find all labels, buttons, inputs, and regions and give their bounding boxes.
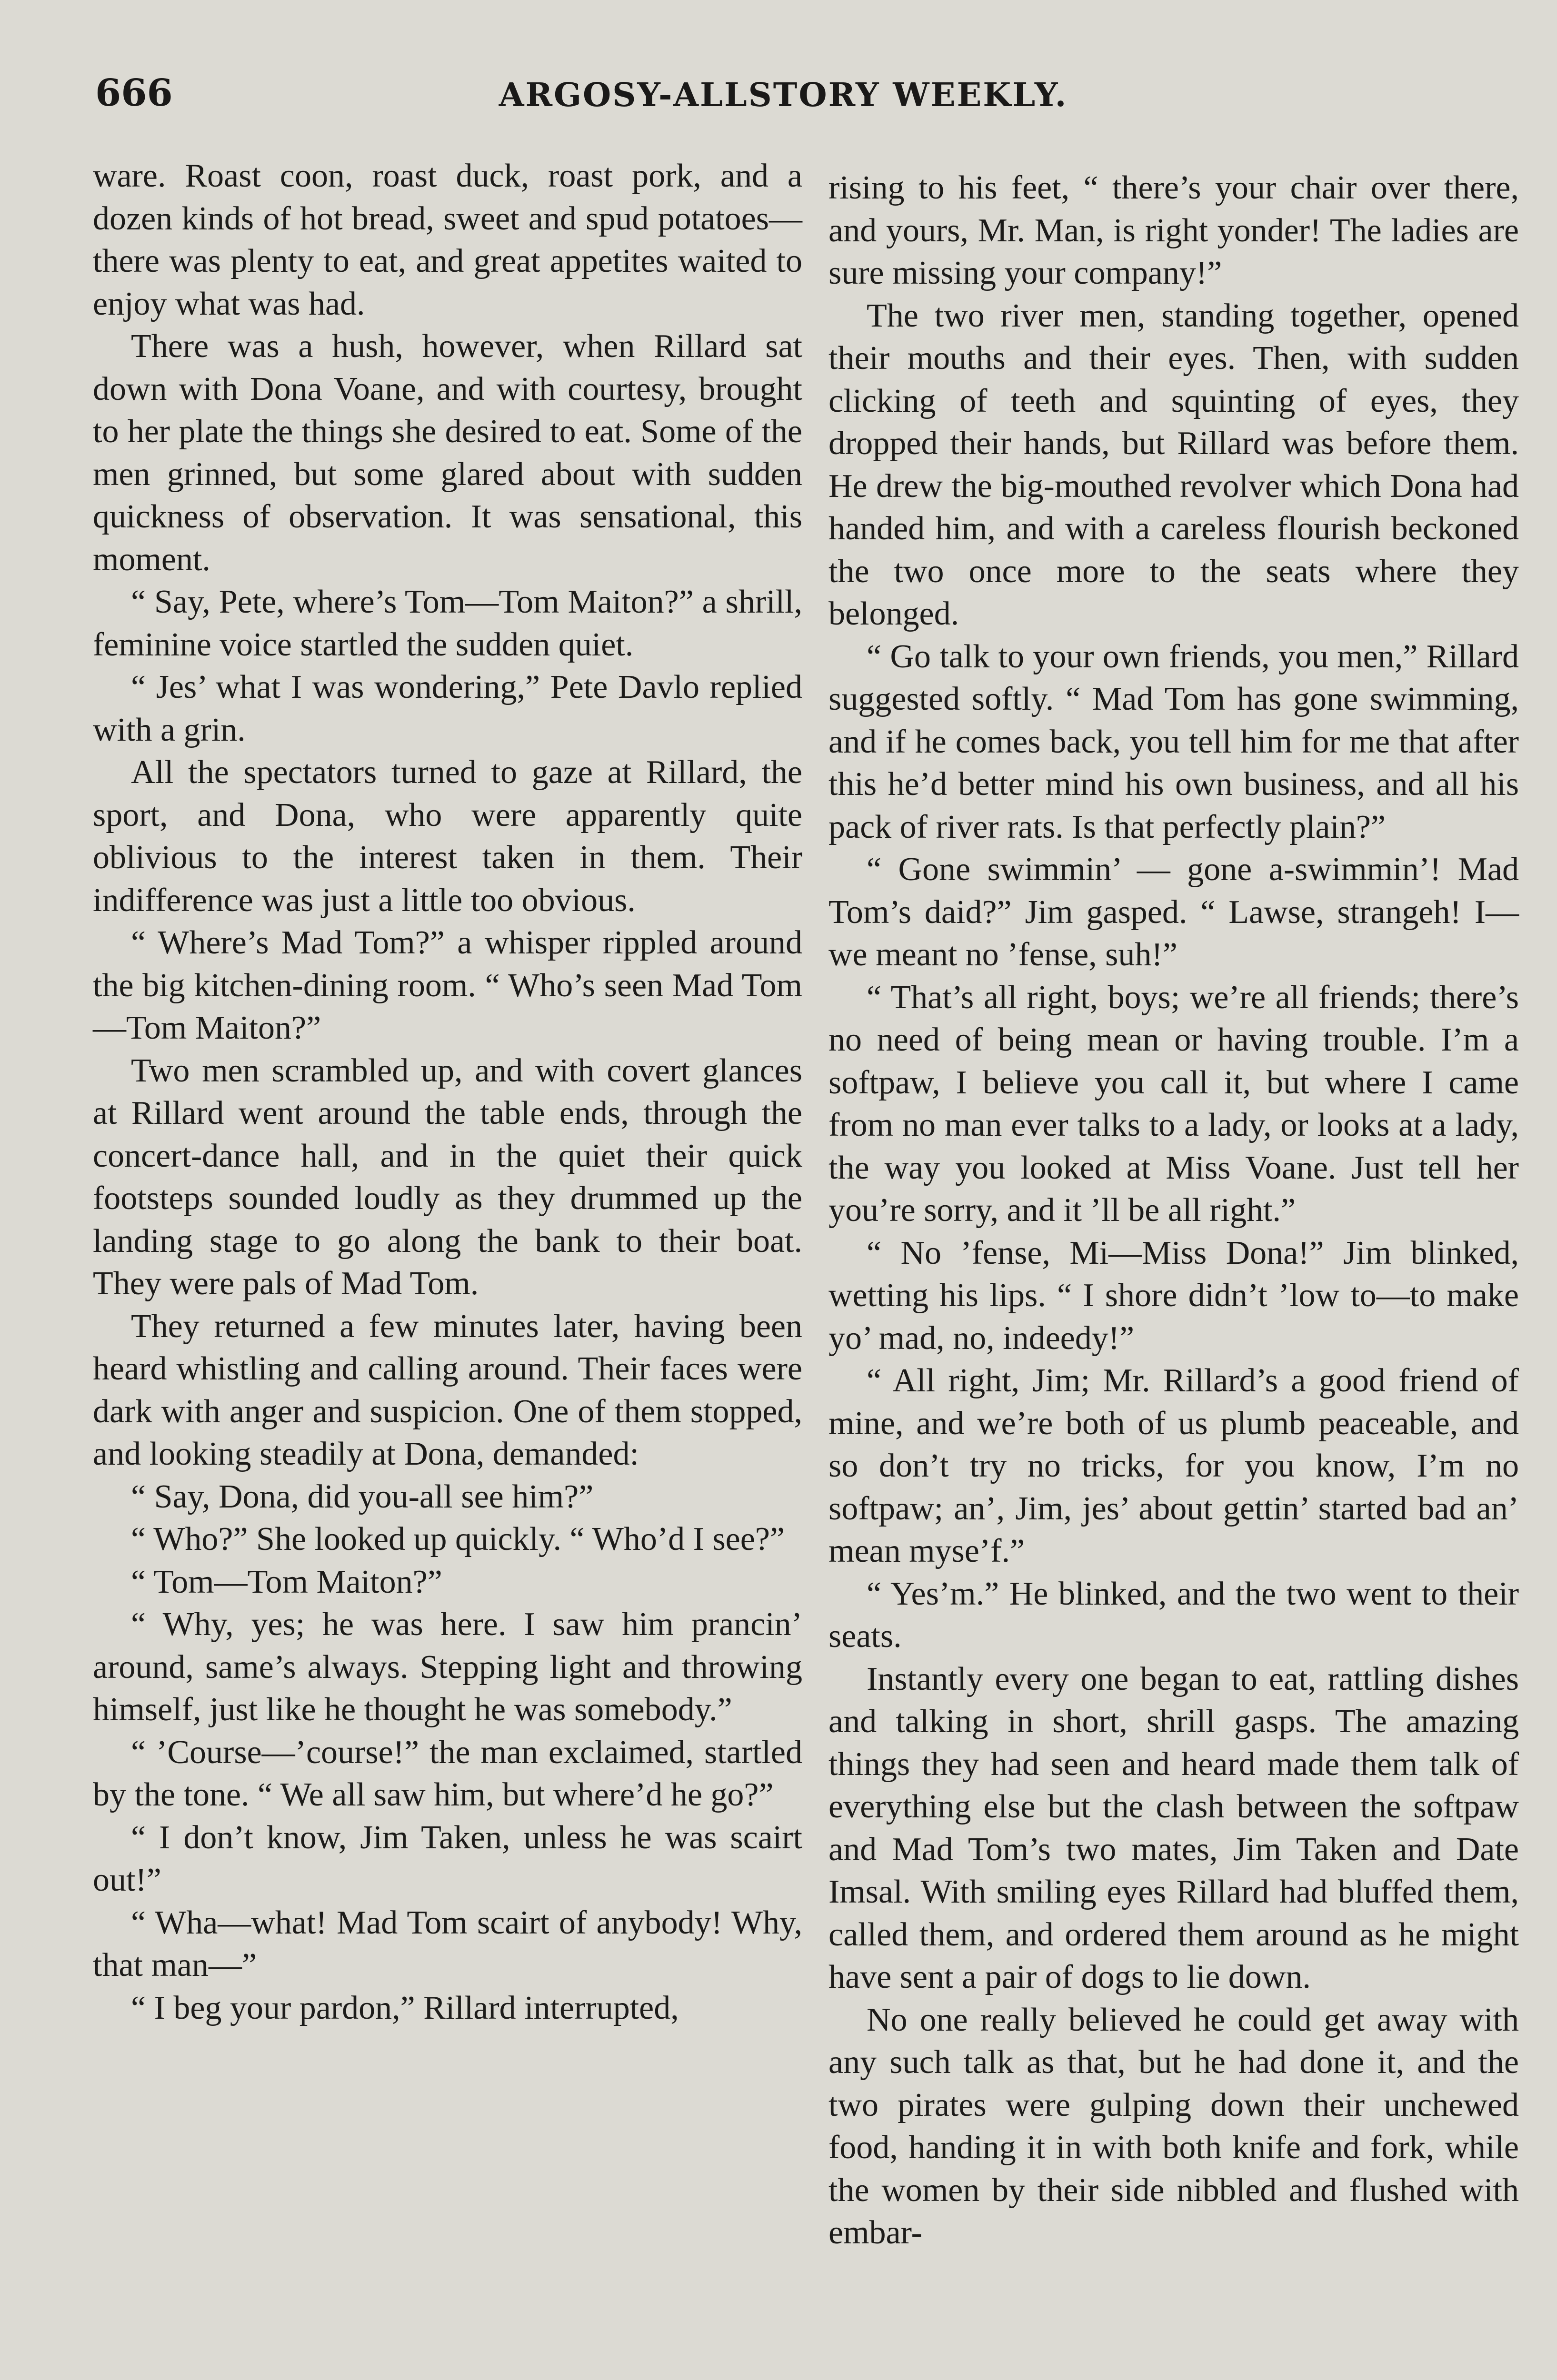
left-column — [93, 155, 802, 2029]
page-number: 666 — [95, 71, 173, 115]
paragraph: “ Say, Dona, did you-all see him?” — [131, 1478, 594, 1515]
paragraph: “ Gone swimmin’ — gone a-swimmin’! Mad Tom’s daid?” Jim gasped. “ Lawse, strangeh! I—we meant no ’fense, suh!” — [828, 851, 1519, 973]
paragraph: “ Say, Pete, where’s Tom—Tom Maiton?” a shrill, feminine voice startled the sudden quiet. — [93, 584, 802, 663]
paragraph: They returned a few minutes later, having been heard whistling and calling around. Their faces were dark with anger and suspicion. One of them stopped, and looking steadily at Dona, demanded: — [93, 1308, 802, 1472]
paragraph: ware. Roast coon, roast duck, roast pork, and a dozen kinds of hot bread, sweet and spud potatoes—there was plenty to eat, and great appetites waited to enjoy what was had. — [93, 158, 802, 322]
paragraph: “ Tom—Tom Maiton?” — [131, 1563, 442, 1600]
paragraph: “ Where’s Mad Tom?” a whisper rippled around the big kitchen-dining room. “ Who’s seen Mad Tom—Tom Maiton?” — [93, 924, 802, 1046]
paragraph: “ No ’fense, Mi—Miss Dona!” Jim blinked, wetting his lips. “ I shore didn’t ’low to—to make yo’ mad, no, indeedy!” — [828, 1234, 1519, 1357]
paragraph: rising to his feet, “ there’s your chair over there, and yours, Mr. Man, is right yonder! The ladies are sure missing your company!” — [828, 169, 1519, 291]
paragraph: Instantly every one began to eat, rattling dishes and talking in short, shrill gasps. The amazing things they had seen and heard made them talk of everything else but the clash between the softpaw and Mad Tom’s two mates, Jim Taken and Date Imsal. With smiling eyes Rillard had bluffed them, called them, and ordered them around as he might have sent a pair of dogs to lie down. — [828, 1660, 1519, 1995]
paragraph: “ I don’t know, Jim Taken, unless he was scairt out!” — [93, 1819, 802, 1898]
running-head: ARGOSY-ALLSTORY WEEKLY. — [499, 76, 1068, 114]
page-header — [95, 71, 1471, 133]
paragraph: “ That’s all right, boys; we’re all friends; there’s no need of being mean or having trouble. I’m a softpaw, I believe you call it, but where I came from no man ever talks to a lady, or looks at a lady, the way you looked at Miss Voane. Just tell her you’re sorry, and it ’ll be all right.” — [828, 979, 1519, 1229]
paragraph: “ Yes’m.” He blinked, and the two went to their seats. — [828, 1575, 1519, 1655]
paragraph: “ I beg your pardon,” Rillard interrupted, — [131, 1989, 679, 2026]
paragraph: There was a hush, however, when Rillard sat down with Dona Voane, and with courtesy, brought to her plate the things she desired to eat. Some of the men grinned, but some glared about with sudden quickness of observation. It was sensational, this moment. — [93, 328, 802, 578]
paragraph: “ All right, Jim; Mr. Rillard’s a good friend of mine, and we’re both of us plumb peaceable, and so don’t try no tricks, for you know, I’m no softpaw; an’, Jim, jes’ about gettin’ started bad an’ mean myse’f.” — [828, 1362, 1519, 1569]
right-column — [828, 167, 1519, 2254]
paragraph: Two men scrambled up, and with covert glances at Rillard went around the table ends, through the concert-dance hall, and in the quiet their quick footsteps sounded loudly as they drummed up the landing stage to go along the bank to their boat. They were pals of Mad Tom. — [93, 1052, 802, 1302]
paragraph: “ Who?” She looked up quickly. “ Who’d I see?” — [131, 1521, 785, 1557]
paragraph: “ Wha—what! Mad Tom scairt of anybody! Why, that man—” — [93, 1904, 802, 1983]
paragraph: “ Jes’ what I was wondering,” Pete Davlo replied with a grin. — [93, 669, 802, 748]
paragraph: All the spectators turned to gaze at Rillard, the sport, and Dona, who were apparently quite oblivious to the interest taken in them. Their indifference was just a little too obvious. — [93, 754, 802, 919]
paragraph: “ ’Course—’course!” the man exclaimed, startled by the tone. “ We all saw him, but where’d he go?” — [93, 1734, 802, 1813]
paragraph: “ Go talk to your own friends, you men,” Rillard suggested softly. “ Mad Tom has gone swimming, and if he comes back, you tell him for me that after this he’d better mind his own business, and all his pack of river rats. Is that perfectly plain?” — [828, 638, 1519, 845]
paragraph: The two river men, standing together, opened their mouths and their eyes. Then, with sudden clicking of teeth and squinting of eyes, they dropped their hands, but Rillard was before them. He drew the big-mouthed revolver which Dona had handed him, and with a careless flourish beckoned the two once more to the seats where they belonged. — [828, 297, 1519, 632]
paragraph: “ Why, yes; he was here. I saw him prancin’ around, same’s always. Stepping light and throwing himself, just like he thought he was somebody.” — [93, 1606, 802, 1728]
paragraph: No one really believed he could get away with any such talk as that, but he had done it, and the two pirates were gulping down their unchewed food, handing it in with both knife and fork, while the women by their side nibbled and flushed with embar- — [828, 2001, 1519, 2251]
